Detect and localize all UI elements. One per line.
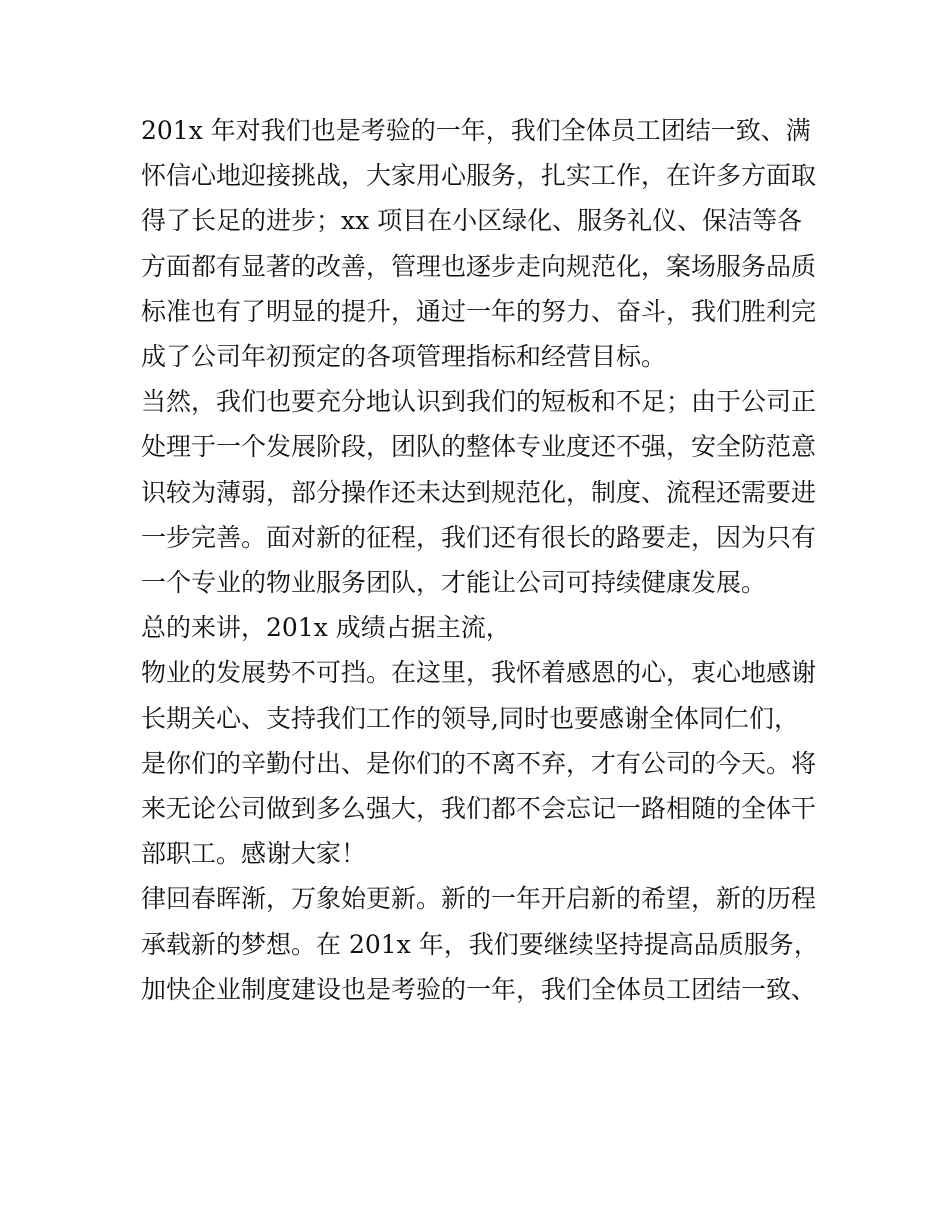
text-line-15: 是你们的辛勤付出、是你们的不离不弃，才有公司的今天。将 (141, 748, 817, 778)
text-line-20: 加快企业制度建设也是考验的一年，我们全体员工团结一致、 (141, 974, 817, 1004)
text-line-12: 总的来讲，201x 成绩占据主流， (141, 613, 511, 643)
text-line-2: 怀信心地迎接挑战，大家用心服务，扎实工作，在许多方面取 (141, 161, 817, 191)
text-line-9: 识较为薄弱，部分操作还未达到规范化，制度、流程还需要进 (141, 477, 817, 507)
text-line-17: 部职工。感谢大家！ (141, 839, 367, 869)
text-line-13: 物业的发展势不可挡。在这里，我怀着感恩的心，衷心地感谢 (141, 658, 817, 688)
text-line-11: 一个专业的物业服务团队，才能让公司可持续健康发展。 (141, 568, 767, 598)
text-line-5: 标准也有了明显的提升，通过一年的努力、奋斗，我们胜利完 (141, 296, 817, 326)
text-line-1: 201x 年对我们也是考验的一年，我们全体员工团结一致、满 (141, 116, 811, 145)
text-line-6: 成了公司年初预定的各项管理指标和经营目标。 (141, 342, 667, 372)
document-body (141, 108, 821, 1012)
text-line-16: 来无论公司做到多么强大，我们都不会忘记一路相随的全体干 (141, 794, 817, 824)
text-line-19: 承载新的梦想。在 201x 年，我们要继续坚持提高品质服务， (141, 929, 819, 959)
text-line-4: 方面都有显著的改善，管理也逐步走向规范化，案场服务品质 (141, 251, 817, 281)
text-line-8: 处理于一个发展阶段，团队的整体专业度还不强，安全防范意 (141, 432, 817, 462)
text-line-18: 律回春晖渐，万象始更新。新的一年开启新的希望，新的历程 (141, 884, 817, 914)
text-line-14: 长期关心、支持我们工作的领导,同时也要感谢全体同仁们， (141, 703, 799, 733)
text-line-3: 得了长足的进步；xx 项目在小区绿化、服务礼仪、保洁等各 (141, 206, 803, 236)
text-line-10: 一步完善。面对新的征程，我们还有很长的路要走，因为只有 (141, 522, 817, 552)
text-line-7: 当然，我们也要充分地认识到我们的短板和不足；由于公司正 (141, 387, 817, 417)
